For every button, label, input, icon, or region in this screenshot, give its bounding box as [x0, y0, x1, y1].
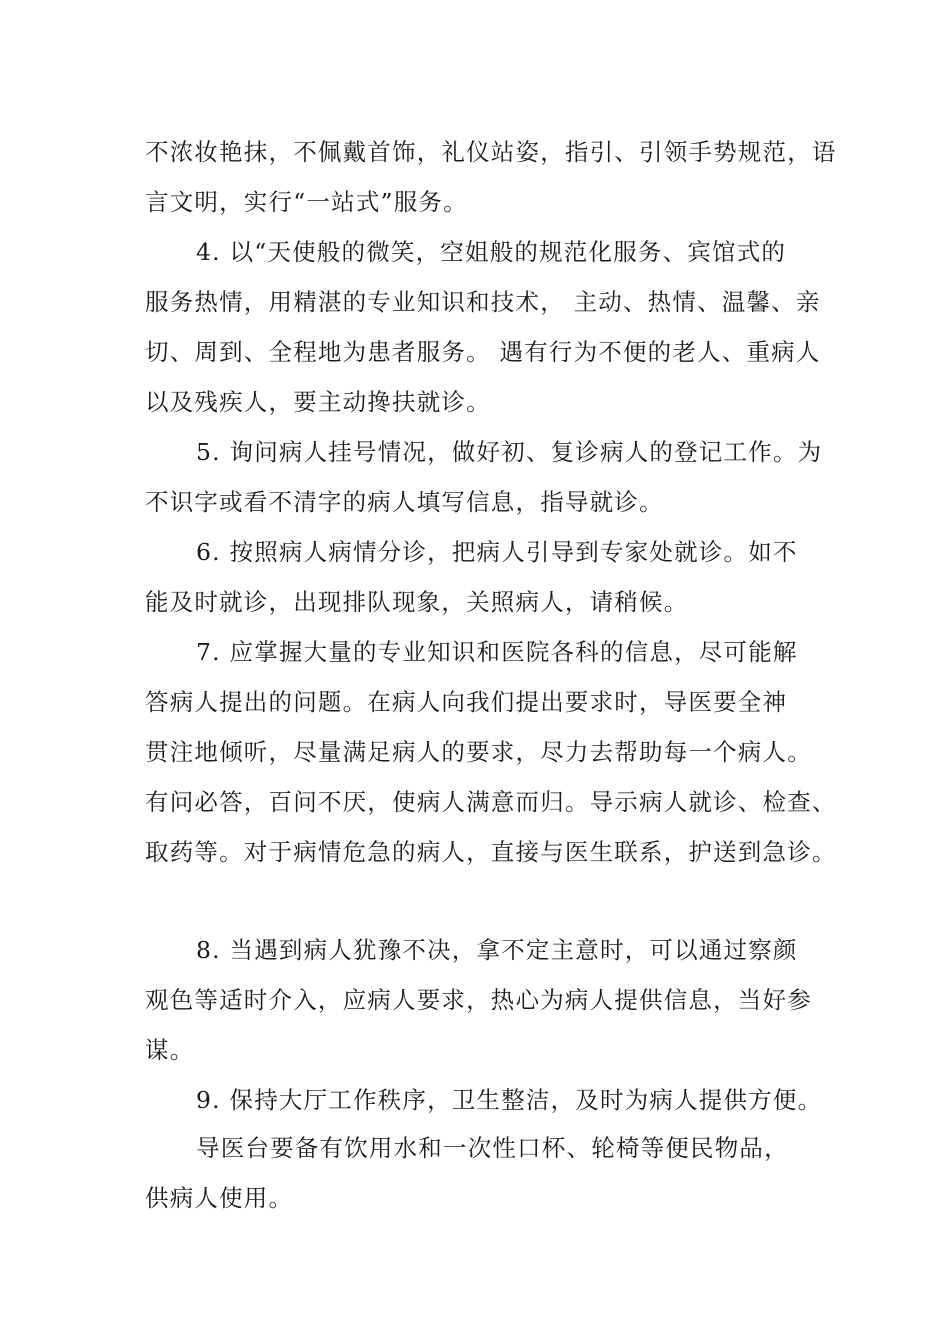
text-line-2: 言文明，实行“一站式”服务。 [145, 188, 468, 216]
paragraph-8-line-2: 观色等适时介入，应病人要求，热心为病人提供信息，当好参 [145, 986, 812, 1014]
paragraph-7-line-5: 取药等。对于病情危急的病人，直接与医生联系，护送到急诊。 [145, 838, 837, 866]
paragraph-4-line-4: 以及残疾人，要主动搀扶就诊。 [145, 388, 491, 416]
paragraph-10-line-2: 供病人使用。 [145, 1184, 294, 1212]
paragraph-7-line-3: 贯注地倾听，尽量满足病人的要求，尽力去帮助每一个病人。 [145, 738, 812, 766]
paragraph-7-line-4: 有问必答，百问不厌，使病人满意而归。导示病人就诊、检查、 [145, 788, 837, 816]
text-line-1: 不浓妆艳抹，不佩戴首饰，礼仪站姿，指引、引领手势规范，语 [145, 138, 837, 166]
paragraph-7-line-2: 答病人提出的问题。在病人向我们提出要求时，导医要全神 [145, 688, 788, 716]
paragraph-4-line-3: 切、周到、全程地为患者服务。 遇有行为不便的老人、重病人 [145, 338, 821, 366]
paragraph-6-line-1: 6. 按照病人病情分诊，把病人引导到专家处就诊。如不 [196, 538, 798, 566]
paragraph-4-line-2: 服务热情，用精湛的专业知识和技术， 主动、热情、温馨、亲 [145, 288, 821, 316]
paragraph-5-line-1: 5. 询问病人挂号情况，做好初、复诊病人的登记工作。为 [196, 438, 823, 466]
paragraph-6-line-2: 能及时就诊，出现排队现象，关照病人，请稍候。 [145, 588, 689, 616]
paragraph-9-line-1: 9. 保持大厅工作秩序，卫生整洁，及时为病人提供方便。 [196, 1086, 823, 1114]
paragraph-7-line-1: 7. 应掌握大量的专业知识和医院各科的信息，尽可能解 [196, 638, 798, 666]
paragraph-10-line-1: 导医台要备有饮用水和一次性口杯、轮椅等便民物品， [196, 1134, 789, 1162]
paragraph-5-line-2: 不识字或看不清字的病人填写信息，指导就诊。 [145, 488, 664, 516]
paragraph-4-line-1: 4. 以“天使般的微笑，空姐般的规范化服务、宾馆式的 [196, 238, 787, 266]
paragraph-8-line-1: 8. 当遇到病人犹豫不决，拿不定主意时，可以通过察颜 [196, 936, 798, 964]
paragraph-8-line-3: 谋。 [145, 1036, 195, 1064]
